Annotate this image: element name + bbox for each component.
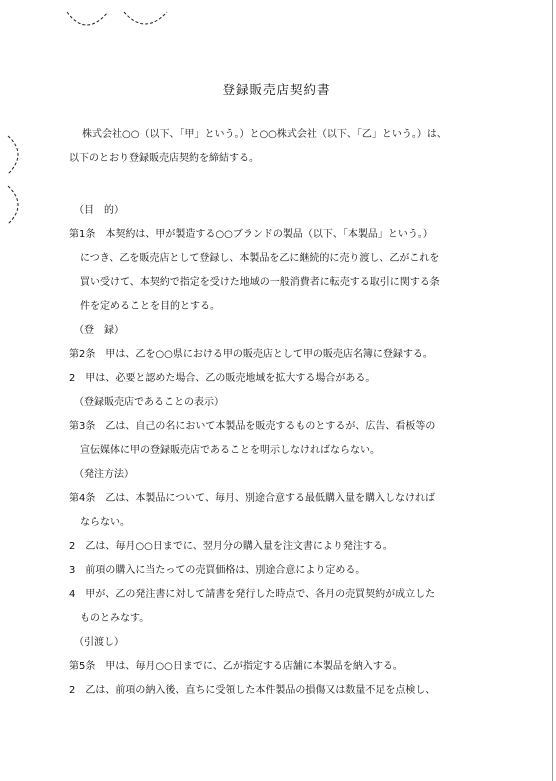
article-text: 4 甲が、乙の発注書に対して請書を発行した時点で、各月の売買契約が成立した bbox=[69, 589, 436, 600]
article-text: ならない。 bbox=[80, 517, 130, 528]
preamble-line: 以下のとおり登録販売店契約を締結する。 bbox=[69, 153, 259, 164]
article-heading: （登録販売店であることの表示） bbox=[74, 397, 224, 408]
article-text: 第3条 乙は、自己の名において本製品を販売するものとするが、広告、看板等の bbox=[69, 421, 436, 432]
preamble-line: 株式会社○○（以下、「甲」という。）と○○株式会社（以下、「乙」という。）は、 bbox=[82, 129, 447, 140]
article-text: 第4条 乙は、本製品について、毎月、別途合意する最低購入量を購入しなければ bbox=[69, 493, 435, 504]
article-text: 宣伝媒体に甲の登録販売店であることを明示しなければならない。 bbox=[80, 445, 380, 456]
article-heading: （登 録） bbox=[74, 325, 124, 336]
article-text: 2 乙は、前項の納入後、直ちに受領した本件製品の損傷又は数量不足を点検し、 bbox=[69, 685, 436, 696]
article-heading: （目 的） bbox=[74, 205, 124, 216]
article-heading: （引渡し） bbox=[74, 637, 124, 648]
article-text: 第5条 甲は、毎月○○日までに、乙が指定する店舗に本製品を納入する。 bbox=[69, 661, 403, 672]
article-text: 2 甲は、必要と認めた場合、乙の販売地域を拡大する場合がある。 bbox=[69, 373, 376, 384]
article-text: 2 乙は、毎月○○日までに、翌月分の購入量を注文書により発注する。 bbox=[69, 541, 393, 552]
document-title: 登録販売店契約書 bbox=[222, 82, 331, 97]
article-text: 第1条 本契約は、甲が製造する○○ブランドの製品（以下、「本製品」という。） bbox=[69, 229, 433, 240]
article-text: ものとみなす。 bbox=[80, 613, 150, 624]
article-text: 第2条 甲は、乙を○○県における甲の販売店として甲の販売店名簿に登録する。 bbox=[69, 349, 433, 360]
article-text: 買い受けて、本契約で指定を受けた地域の一般消費者に転売する取引に関する条 bbox=[80, 277, 440, 288]
article-text: 件を定めることを目的とする。 bbox=[80, 301, 220, 312]
article-heading: （発注方法） bbox=[74, 469, 134, 480]
article-text: 3 前項の購入に当たっての売買価格は、別途合意により定める。 bbox=[69, 565, 366, 576]
article-text: につき、乙を販売店として登録し、本製品を乙に継続的に売り渡し、乙がこれを bbox=[80, 253, 440, 264]
